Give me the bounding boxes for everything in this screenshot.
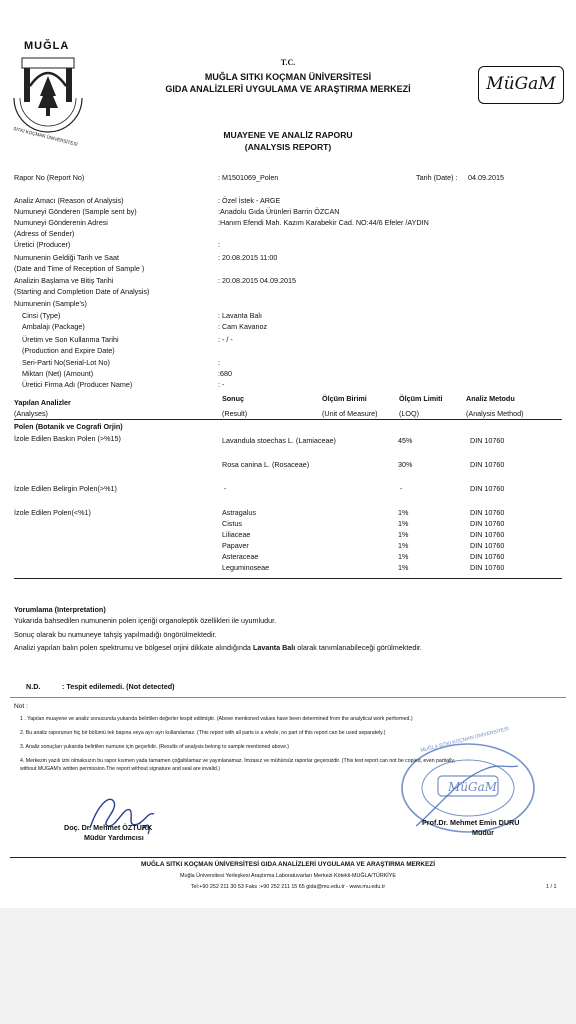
- stamp-ring-text: MUĞLA SITKI KOÇMAN ÜNİVERSİTESİ: [420, 726, 510, 754]
- sample-value: : - / -: [218, 335, 233, 344]
- sample-label: Miktarı (Net) (Amount): [22, 369, 94, 378]
- group-label: İzole Edilen Baskın Polen (>%15): [14, 434, 121, 443]
- col-header-limit: Ölçüm Limiti: [399, 394, 443, 403]
- header-university: MUĞLA SITKI KOÇMAN ÜNİVERSİTESİ: [204, 72, 372, 82]
- col-header-unit-en: (Unit of Measure): [322, 409, 378, 418]
- cell-method: DIN 10760: [470, 530, 505, 539]
- right-signatory-title: Müdür: [472, 828, 494, 837]
- sample-label: Seri-Parti No(Serial-Lot No): [22, 358, 110, 367]
- info-label: Numuneyi Gönderenin Adresi: [14, 218, 108, 227]
- info-value: : 20.08.2015 04.09.2015: [218, 276, 296, 285]
- col-header-method: Analiz Metodu: [466, 394, 515, 403]
- cell-method: DIN 10760: [470, 541, 505, 550]
- cell-result: Papaver: [222, 541, 249, 550]
- info-value: : Özel İstek - ARGE: [218, 196, 281, 205]
- col-header-limit-en: (LOQ): [399, 409, 419, 418]
- logo-title: MUĞLA: [24, 40, 70, 52]
- notes-divider: [10, 697, 566, 698]
- right-signatory-name: Prof.Dr. Mehmet Emin DURU: [422, 818, 520, 827]
- header-tc: T.C.: [280, 58, 296, 67]
- cell-limit: 1%: [398, 530, 409, 539]
- group-label: İzole Edilen Polen(<%1): [14, 508, 91, 517]
- date-label: Tarih (Date) :: [416, 173, 458, 182]
- sample-label: Üretici Firma Adı (Producer Name): [22, 380, 133, 389]
- notes-title: Not :: [14, 703, 28, 710]
- report-no-label: Rapor No (Report No): [14, 173, 85, 182]
- cell-limit: 30%: [398, 460, 413, 469]
- cell-limit: -: [400, 484, 403, 493]
- note-item: 4. Merkezin yazılı izni olmaksızın bu rapor kısmen yada tamamen çoğaltılamaz ve yayınlanamaz. İmzasız ve mühürsüz raporlar geçersizdir. (This test report can not be copied, even partially,: [20, 758, 455, 764]
- cell-method: DIN 10760: [470, 484, 505, 493]
- info-label: (Starting and Completion Date of Analysis): [14, 287, 150, 296]
- note-item: without MUGAM's written permission.The report without signature and seal are invalid.): [20, 766, 220, 772]
- cell-result: Cistus: [222, 519, 242, 528]
- col-header-result-en: (Result): [222, 409, 248, 418]
- left-signatory-name: Doç. Dr. Mehmet ÖZTÜRK: [64, 823, 153, 832]
- interpretation-line-2: Sonuç olarak bu numuneye tahşiş yapılmadığı öngörülmektedir.: [14, 630, 217, 639]
- sample-label: Üretim ve Son Kullanma Tarihi: [22, 335, 119, 344]
- report-title: MUAYENE VE ANALİZ RAPORU: [223, 130, 353, 140]
- cell-limit: 1%: [398, 552, 409, 561]
- date-value: 04.09.2015: [468, 173, 504, 182]
- cell-result: Rosa canina L. (Rosaceae): [222, 460, 310, 469]
- interpretation-line-3a: Analizi yapılan balın polen spektrumu ve bölgesel orjini dikkate alındığında: [14, 643, 253, 652]
- mugam-logo-text: MüGaM: [486, 74, 556, 94]
- cell-method: DIN 10760: [470, 519, 505, 528]
- footer-page-number: 1 / 1: [546, 884, 557, 890]
- info-value: :Hanım Efendi Mah. Kazım Karabekir Cad. NO:44/6 Efeler /AYDIN: [218, 218, 429, 227]
- info-value: :Anadolu Gıda Ürünleri Barrin ÖZCAN: [218, 207, 340, 216]
- sample-value: : -: [218, 380, 225, 389]
- cell-method: DIN 10760: [470, 563, 505, 572]
- interpretation-line-3: [14, 643, 422, 652]
- info-label: (Date and Time of Reception of Sample ): [14, 264, 145, 273]
- interpretation-line-3c: olarak tanımlanabileceği görülmektedir.: [295, 643, 422, 652]
- note-item: 2. Bu analiz raporunun hiç bir bölümü tek başına veya ayrı ayrı kullanılamaz. (This report with all parts is a whole, no part of this report can be used separately.): [20, 730, 386, 736]
- info-value: : 20.08.2015 11:00: [218, 253, 278, 262]
- info-label: (Adress of Sender): [14, 229, 75, 238]
- note-item: 3. Analiz sonuçları yukarıda belirtilen numune için geçerlidir. (Results of analysis belong to sample mentioned above.): [20, 744, 290, 750]
- section-title: Polen (Botanik ve Cografi Orjin): [14, 422, 123, 431]
- cell-limit: 1%: [398, 519, 409, 528]
- sample-value: : Cam Kavanoz: [218, 322, 268, 331]
- header-center: GIDA ANALİZLERİ UYGULAMA VE ARAŞTIRMA MERKEZİ: [165, 84, 411, 94]
- cell-result: -: [224, 484, 227, 493]
- report-no-value: : M1501069_Polen: [218, 173, 279, 182]
- interpretation-honey-name: Lavanta Balı: [252, 643, 296, 652]
- col-header-analyses-en: (Analyses): [14, 409, 48, 418]
- interpretation-line-1: Yukarıda bahsedilen numunenin polen içeriği organoleptik özellikleri ile uyumludur.: [14, 616, 277, 625]
- info-label: Numunenin (Sample's): [14, 299, 87, 308]
- cell-method: DIN 10760: [470, 508, 505, 517]
- cell-limit: 1%: [398, 541, 409, 550]
- info-label: Üretici (Producer): [14, 240, 71, 249]
- left-signatory-title: Müdür Yardımcısı: [84, 833, 144, 842]
- interpretation-title: Yorumlama (Interpretation): [14, 605, 106, 614]
- stamp-center-text: MüGaM: [448, 780, 498, 794]
- cell-result: Liliaceae: [222, 530, 251, 539]
- cell-result: Leguminoseae: [222, 563, 270, 572]
- results-table: [14, 394, 562, 584]
- group-label: İzole Edilen Belirgin Polen(>%1): [14, 484, 117, 493]
- cell-limit: 1%: [398, 508, 409, 517]
- cell-result: Asteraceae: [222, 552, 259, 561]
- cell-limit: 45%: [398, 436, 413, 445]
- info-label: Numunenin Geldiği Tarih ve Saat: [14, 253, 119, 262]
- col-header-analyses: Yapılan Analizler: [14, 398, 71, 407]
- cell-limit: 1%: [398, 563, 409, 572]
- cell-method: DIN 10760: [470, 436, 505, 445]
- col-header-method-en: (Analysis Method): [466, 409, 524, 418]
- sample-label: Cinsi (Type): [22, 311, 61, 320]
- cell-method: DIN 10760: [470, 552, 505, 561]
- footer-title: MUĞLA SITKI KOÇMAN ÜNİVERSİTESİ GIDA ANALİZLERİ UYGULAMA VE ARAŞTIRMA MERKEZİ: [141, 861, 435, 868]
- info-label: Numuneyi Gönderen (Sample sent by): [14, 207, 137, 216]
- note-item: 1 . Yapılan muayene ve analiz sonucunda yukarıda belirtilen değerler tespit edilmiştir. (Above mentioned values have been determined from the analytical work performed.): [20, 716, 413, 722]
- footer-address: Muğla Üniversitesi Yerleşkesi Araştırma Laboratuvarları Merkezi Kötekli-MUĞLA/TÜRKİYE: [180, 873, 396, 879]
- sample-label: (Production and Expire Date): [22, 346, 115, 355]
- info-value: :: [218, 240, 220, 249]
- col-header-result: Sonuç: [222, 394, 244, 403]
- cell-method: DIN 10760: [470, 460, 505, 469]
- report-title-en: (ANALYSIS REPORT): [244, 142, 332, 152]
- nd-label: N.D.: [26, 682, 41, 691]
- cell-result: Astragalus: [222, 508, 256, 517]
- sample-value: :680: [218, 369, 232, 378]
- table-bottom-divider: [14, 578, 562, 579]
- footer-divider: [10, 857, 566, 858]
- sample-value: : Lavanta Balı: [218, 311, 262, 320]
- mugam-logo: [478, 66, 564, 104]
- seal-text: SITKI KOÇMAN ÜNİVERSİTESİ: [12, 126, 79, 147]
- sample-label: Ambalajı (Package): [22, 322, 85, 331]
- info-label: Analiz Amacı (Reason of Analysis): [14, 196, 124, 205]
- sample-value: :: [218, 358, 220, 367]
- nd-text: : Tespit edilemedi. (Not detected): [62, 682, 175, 691]
- footer-contact: Tel:+90 252 211 30 53 Faks :+90 252 211 15 65 gida@mu.edu.tr - www.mu.edu.tr: [190, 884, 386, 890]
- table-header-divider: [14, 419, 562, 420]
- col-header-unit: Ölçüm Birimi: [322, 394, 367, 403]
- info-label: Analizin Başlama ve Bitiş Tarihi: [14, 276, 114, 285]
- cell-result: Lavandula stoechas L. (Lamiaceae): [222, 436, 336, 445]
